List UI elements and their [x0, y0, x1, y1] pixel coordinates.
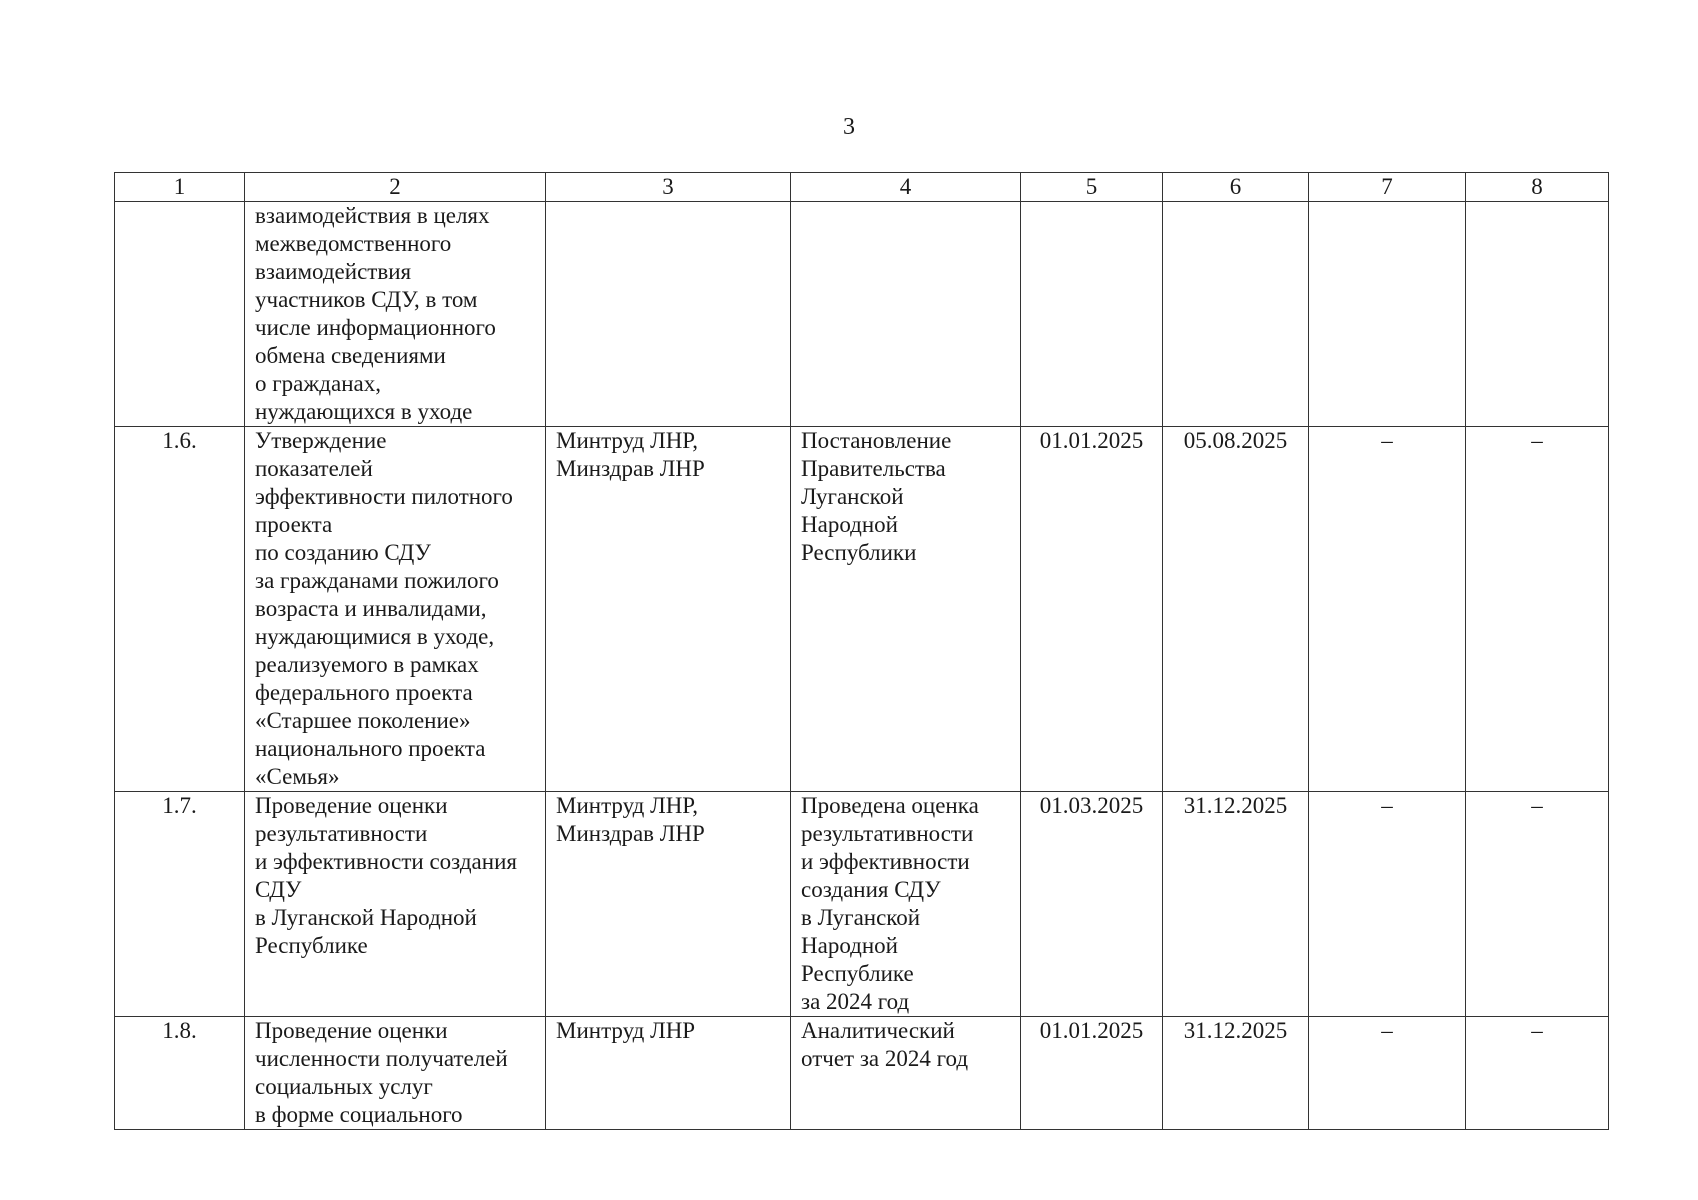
cell-result [791, 202, 1021, 427]
cell-col7: – [1309, 792, 1466, 1017]
cell-start-date: 01.01.2025 [1021, 427, 1163, 792]
cell-responsible: Минтруд ЛНР [546, 1017, 791, 1130]
table-row [115, 202, 1609, 427]
cell-col8: – [1466, 792, 1609, 1017]
page-number: 3 [843, 114, 855, 140]
cell-col8: – [1466, 427, 1609, 792]
cell-col8: – [1466, 1017, 1609, 1130]
column-header: 3 [546, 173, 791, 202]
cell-activity: взаимодействия в целях межведомственного взаимодействия участников СДУ, в том числе информационного обмена сведениями о гражданах, нуждающихся в уходе [245, 202, 546, 427]
cell-start-date: 01.03.2025 [1021, 792, 1163, 1017]
column-header: 8 [1466, 173, 1609, 202]
cell-number: 1.6. [115, 427, 245, 792]
cell-end-date [1163, 202, 1309, 427]
cell-number: 1.7. [115, 792, 245, 1017]
column-header: 1 [115, 173, 245, 202]
cell-end-date: 05.08.2025 [1163, 427, 1309, 792]
column-header: 6 [1163, 173, 1309, 202]
plan-table [114, 172, 1609, 1130]
table-header-row [115, 173, 1609, 202]
cell-responsible: Минтруд ЛНР, Минздрав ЛНР [546, 792, 791, 1017]
column-header: 2 [245, 173, 546, 202]
cell-result: Аналитический отчет за 2024 год [791, 1017, 1021, 1130]
cell-number [115, 202, 245, 427]
cell-end-date: 31.12.2025 [1163, 792, 1309, 1017]
cell-start-date [1021, 202, 1163, 427]
cell-col7 [1309, 202, 1466, 427]
cell-col8 [1466, 202, 1609, 427]
cell-end-date: 31.12.2025 [1163, 1017, 1309, 1130]
table-row [115, 1017, 1609, 1130]
cell-activity: Проведение оценки результативности и эффективности создания СДУ в Луганской Народной Республике [245, 792, 546, 1017]
cell-number: 1.8. [115, 1017, 245, 1130]
cell-result: Проведена оценка результативности и эффективности создания СДУ в Луганской Народной Республике за 2024 год [791, 792, 1021, 1017]
cell-result: Постановление Правительства Луганской Народной Республики [791, 427, 1021, 792]
table-row [115, 427, 1609, 792]
cell-activity: Утверждение показателей эффективности пилотного проекта по созданию СДУ за гражданами пожилого возраста и инвалидами, нуждающимися в уходе, реализуемого в рамках федерального проекта «Старшее поколение» национального проекта «Семья» [245, 427, 546, 792]
column-header: 5 [1021, 173, 1163, 202]
cell-col7: – [1309, 1017, 1466, 1130]
column-header: 7 [1309, 173, 1466, 202]
cell-col7: – [1309, 427, 1466, 792]
cell-responsible [546, 202, 791, 427]
column-header: 4 [791, 173, 1021, 202]
cell-activity: Проведение оценки численности получателей социальных услуг в форме социального [245, 1017, 546, 1130]
table-row [115, 792, 1609, 1017]
cell-responsible: Минтруд ЛНР, Минздрав ЛНР [546, 427, 791, 792]
cell-start-date: 01.01.2025 [1021, 1017, 1163, 1130]
